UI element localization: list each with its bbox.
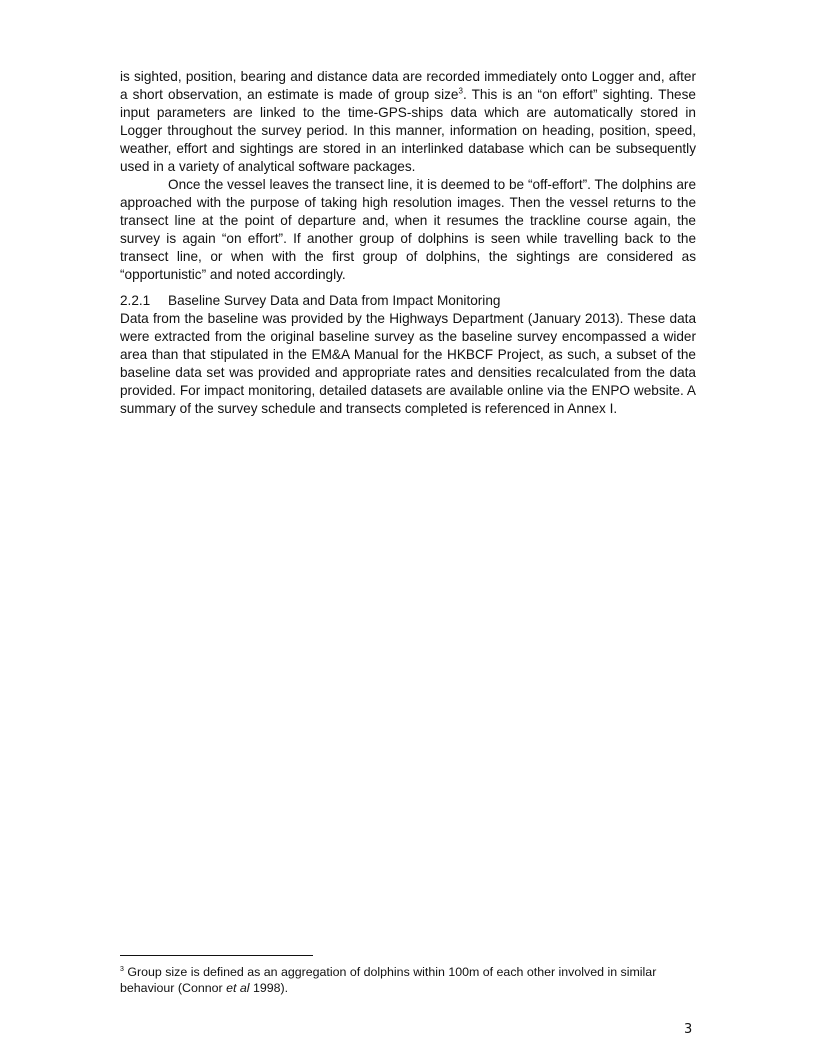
footnote [120,964,696,996]
footnote-text-start: Group size is defined as an aggregation of dolphins within 100m of each other involved in similar behaviour (Connor [120,965,657,995]
page-number: 3 [684,1022,693,1037]
paragraph-off-effort: Once the vessel leaves the transect line, it is deemed to be “off-effort”. The dolphins are approached with the purpose of taking high resolution images. Then the vessel returns to the transect line at the point of departure and, when it resumes the trackline course again, the survey is again “on effort”. If another group of dolphins is seen while travelling back to the transect line, or when with the first group of dolphins, the sightings are considered as “opportunistic” and noted accordingly. [120,177,696,282]
section-title: Baseline Survey Data and Data from Impact Monitoring [168,293,501,308]
footnote-separator [120,955,313,956]
paragraph-observation-procedure [120,68,696,176]
footnote-reference: 3 [458,86,463,96]
footnote-italic-text: et al [226,981,250,995]
section-number: 2.2.1 [120,293,151,308]
footnote-text-end: 1998). [249,981,289,995]
paragraph-baseline-data: Data from the baseline was provided by the Highways Department (January 2013). These data were extracted from the original baseline survey as the baseline survey encompassed a wider area than that stipulated in the EM&A Manual for the HKBCF Project, as such, a subset of the baseline data set was provided and appropriate rates and densities recalculated from the data provided. For impact monitoring, detailed datasets are available online via the ENPO website. A summary of the survey schedule and transects completed is referenced in Annex I. [120,311,696,416]
paragraph-text-end: . This is an “on effort” sighting. These input parameters are linked to the time-GPS-ships data which are automatically stored in Logger throughout the survey period. In this manner, information on heading, position, speed, weather, effort and sightings are stored in an interlinked database which can be subsequently used in a variety of analytical software packages. [120,87,696,174]
section-heading [120,292,500,310]
footnote-marker: 3 [120,965,124,973]
paragraph-text-start: is sighted, position, bearing and distance data are recorded immediately onto Logger and, after a short observation, an estimate is made of group size [120,69,696,102]
